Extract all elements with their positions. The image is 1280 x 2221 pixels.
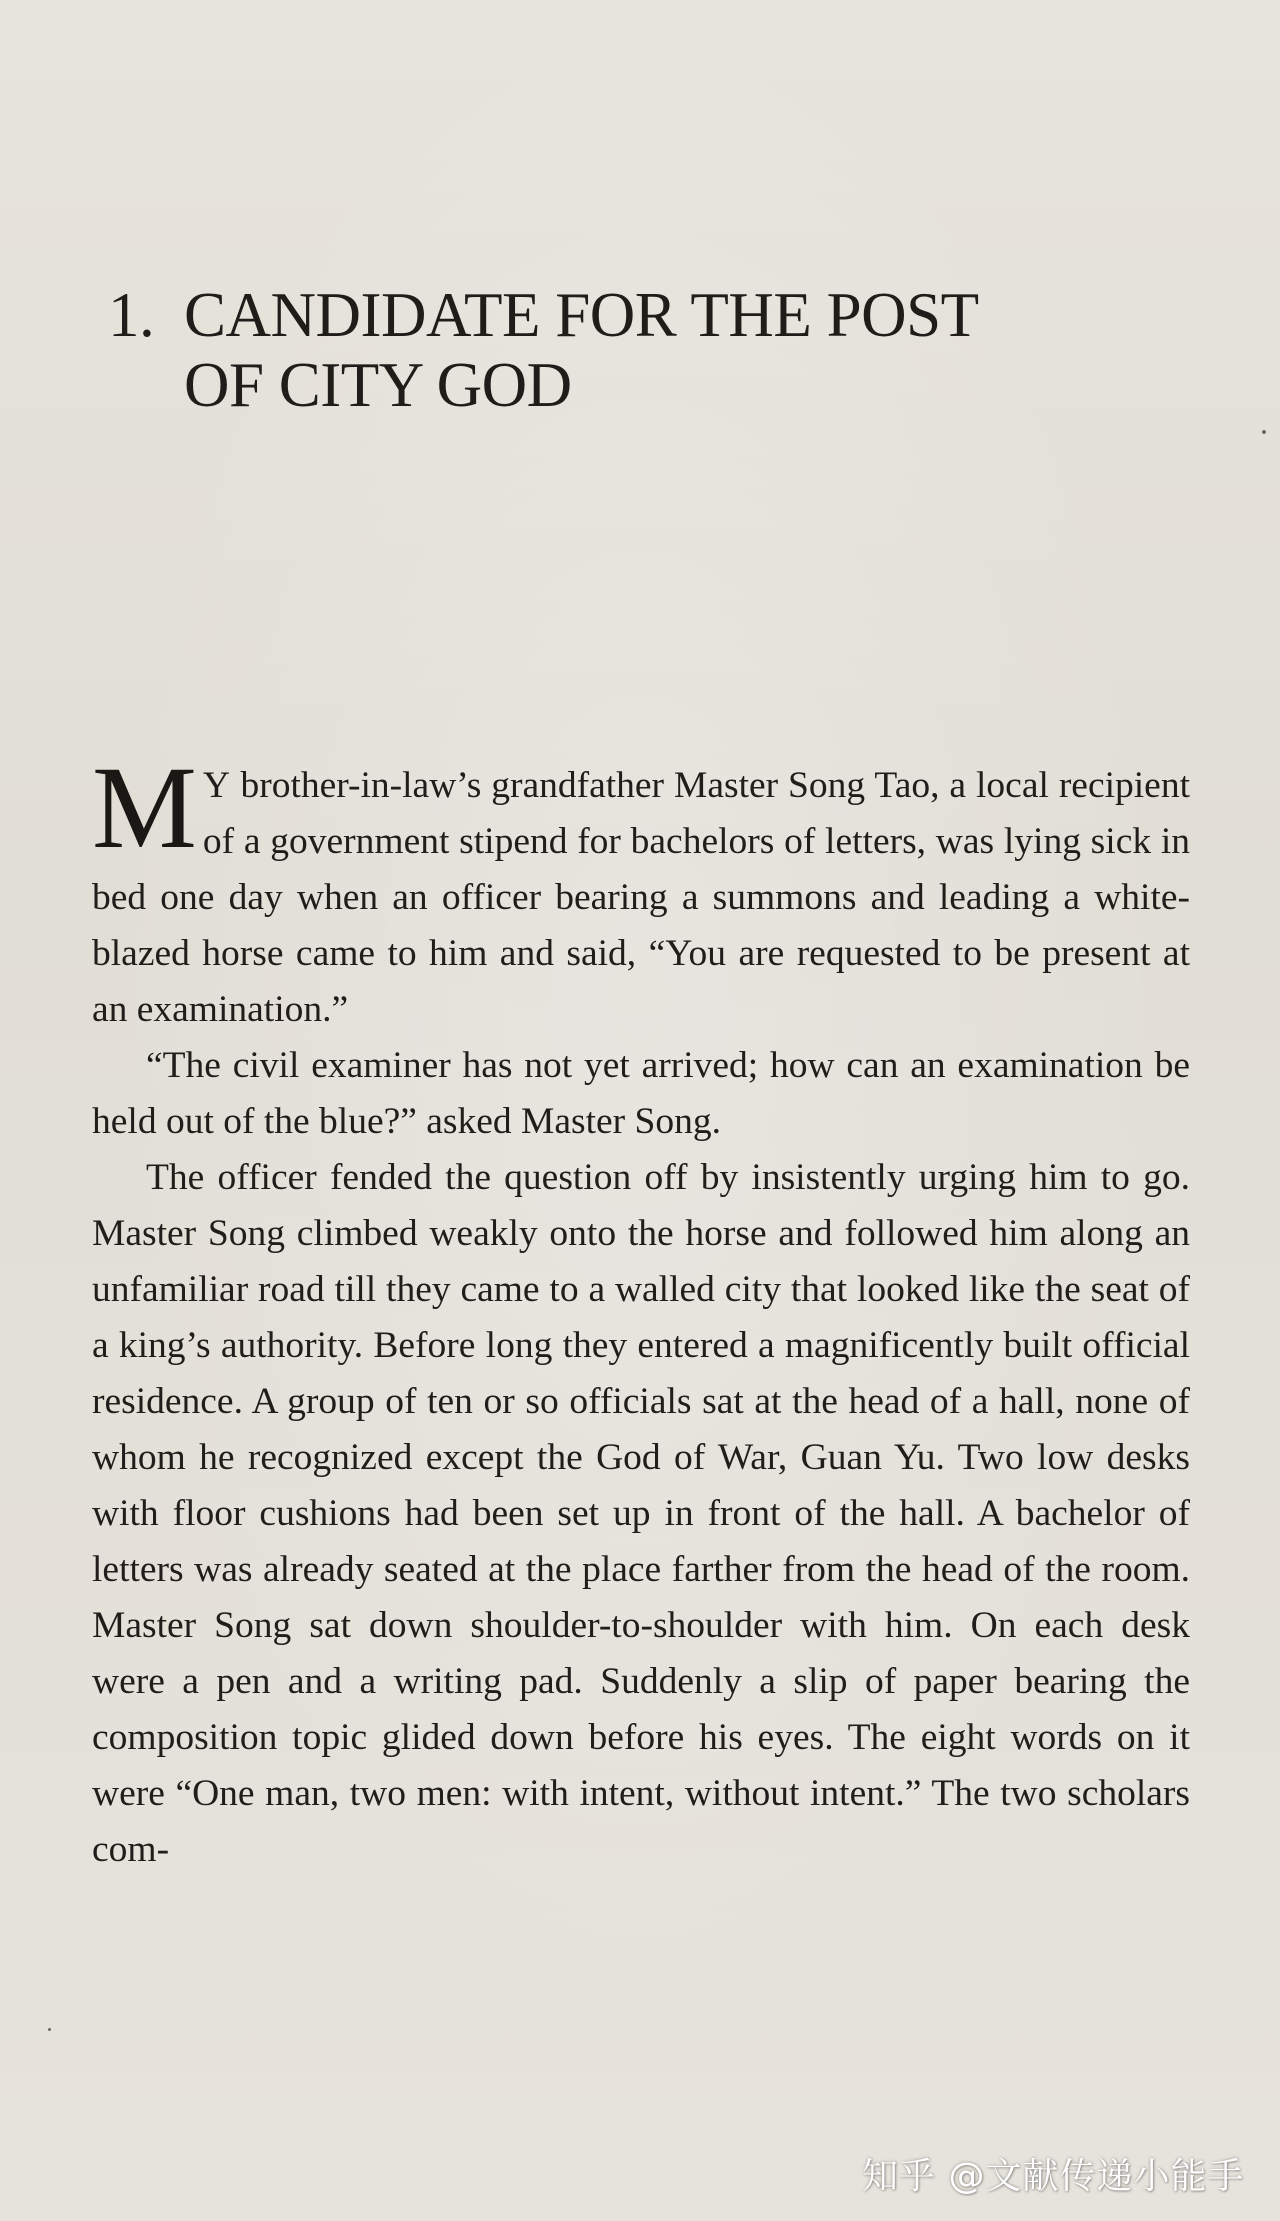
chapter-title-line1: CANDIDATE FOR THE POST xyxy=(184,280,979,350)
chapter-title-line2: OF CITY GOD xyxy=(184,350,572,420)
paragraph-2: “The civil examiner has not yet arrived; how can an examination be held out of the blue?” asked Master Song. xyxy=(92,1045,1190,1142)
paragraph-1 xyxy=(92,742,1190,1038)
drop-cap: M xyxy=(92,742,197,873)
scan-speck xyxy=(48,2028,51,2031)
paragraph-3: The officer fended the question off by insistently urging him to go. Master Song climbed weakly onto the horse and followed him along an unfamiliar road till they came to a walled city that looked like the seat of a king’s authority. Before long they entered a magnificently built official residence. A group of ten or so officials sat at the head of a hall, none of whom he recognized except the God of War, Guan Yu. Two low desks with floor cushions had been set up in front of the hall. A bachelor of letters was already seated at the place farther from the head of the room. Master Song sat down shoulder-to-shoulder with him. On each desk were a pen and a writing pad. Suddenly a slip of paper bearing the composition topic glided down before his eyes. The eight words on it were “One man, two men: with intent, without intent.” The two scholars com- xyxy=(92,1157,1190,1870)
paragraph-1-text: brother-in-law’s grandfather Master Song Tao, a local recipient of a government stipend for bachelors of letters, was lying sick in bed one day when an officer bearing a summons and leading a white-blazed horse came to him and said, “You are requested to be present at an examination.” xyxy=(92,765,1190,1030)
chapter-heading xyxy=(108,280,1108,420)
watermark: 知乎 @文献传递小能手 xyxy=(862,2156,1245,2197)
scan-speck xyxy=(1262,430,1266,434)
chapter-number: 1. xyxy=(108,280,155,350)
chapter-body xyxy=(92,742,1190,1878)
first-word-rest: Y xyxy=(202,765,231,806)
